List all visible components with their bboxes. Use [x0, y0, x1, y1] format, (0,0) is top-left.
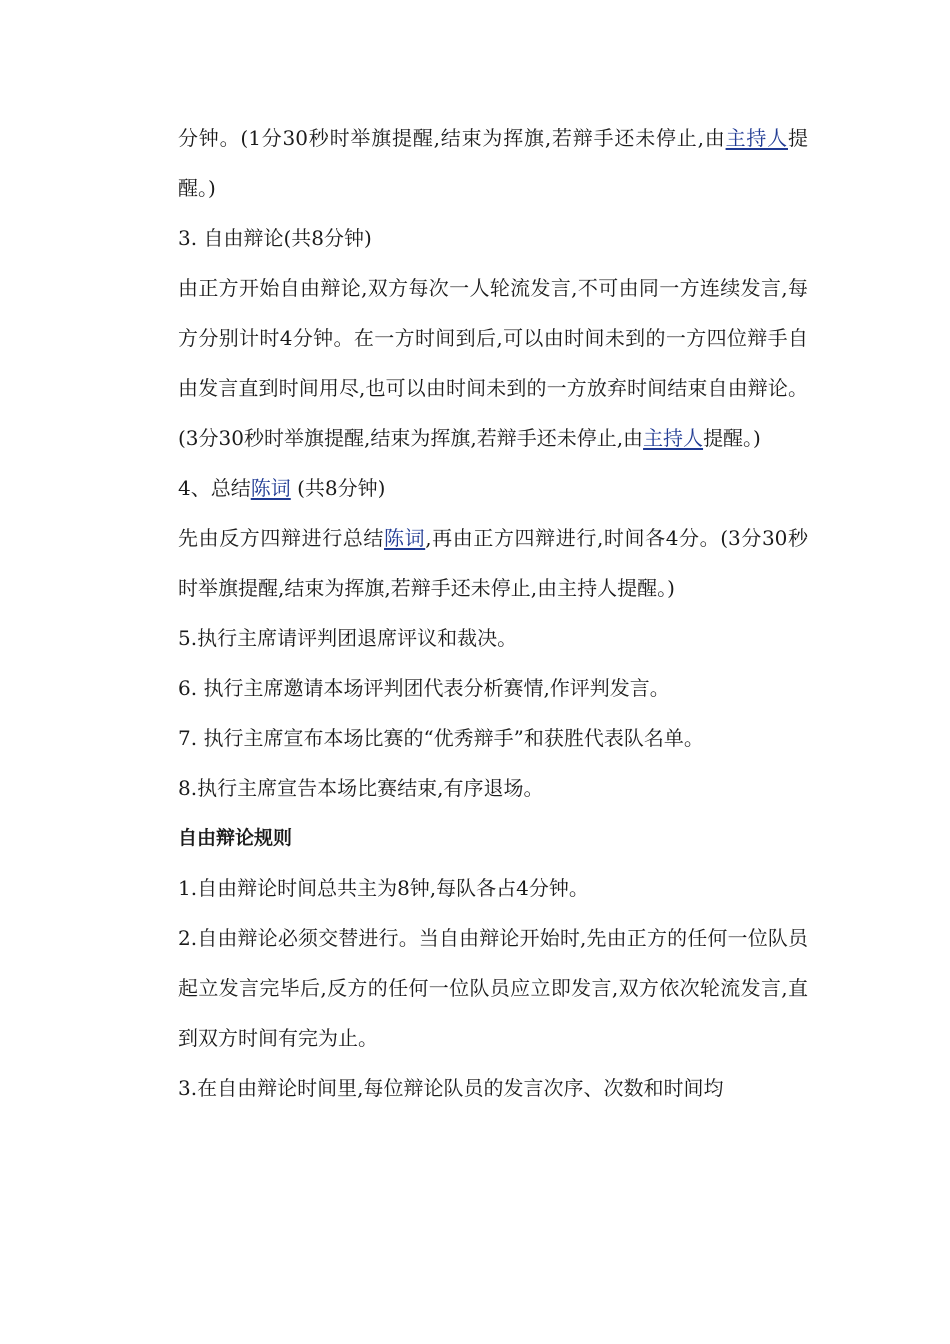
- text-segment: 3. 自由辩论(共8分钟): [178, 226, 372, 250]
- text-segment: ,再由正方四辩进行,时间各4分。(3分30秒时举旗提醒,结束为挥旗,若辩手还未停止,由主持人提醒。): [178, 526, 809, 600]
- inline-link[interactable]: 主持人: [725, 126, 788, 150]
- inline-link[interactable]: 主持人: [643, 426, 704, 450]
- text-segment: 5.执行主席请评判团退席评议和裁决。: [178, 626, 518, 650]
- paragraph: [178, 513, 808, 613]
- text-segment: 提醒。): [178, 126, 808, 200]
- paragraph: [178, 263, 808, 463]
- paragraph: [178, 1063, 808, 1113]
- text-segment: (共8分钟): [290, 476, 386, 500]
- text-segment: 由正方开始自由辩论,双方每次一人轮流发言,不可由同一方连续发言,每方分别计时4分钟。在一方时间到后,可以由时间未到的一方四位辩手自由发言直到时间用尽,也可以由时间未到的一方放弃时间结束自由辩论。(3分30秒时举旗提醒,结束为挥旗,若辩手还未停止,由: [178, 276, 808, 450]
- text-segment: 先由反方四辩进行总结: [178, 526, 384, 550]
- paragraph: [178, 763, 808, 813]
- inline-link[interactable]: 陈词: [384, 526, 426, 550]
- paragraph: [178, 463, 808, 513]
- paragraph: [178, 863, 808, 913]
- paragraph: [178, 113, 808, 213]
- text-segment: 1.自由辩论时间总共主为8钟,每队各占4分钟。: [178, 876, 589, 900]
- text-segment: 提醒。): [703, 426, 761, 450]
- text-segment: 自由辩论规则: [178, 827, 293, 849]
- paragraph: [178, 913, 808, 1063]
- document-body: [178, 113, 808, 1113]
- inline-link[interactable]: 陈词: [250, 476, 291, 500]
- paragraph: [178, 613, 808, 663]
- text-segment: 3.在自由辩论时间里,每位辩论队员的发言次序、次数和时间均: [178, 1076, 724, 1100]
- paragraph: [178, 713, 808, 763]
- section-heading: [178, 813, 808, 863]
- paragraph: [178, 213, 808, 263]
- text-segment: 分钟。(1分30秒时举旗提醒,结束为挥旗,若辩手还未停止,由: [178, 126, 726, 150]
- text-segment: 4、总结: [178, 476, 251, 500]
- text-segment: 2.自由辩论必须交替进行。当自由辩论开始时,先由正方的任何一位队员起立发言完毕后,反方的任何一位队员应立即发言,双方依次轮流发言,直到双方时间有完为止。: [178, 926, 808, 1050]
- paragraph: [178, 663, 808, 713]
- text-segment: 6. 执行主席邀请本场评判团代表分析赛情,作评判发言。: [178, 676, 670, 700]
- text-segment: 7. 执行主席宣布本场比赛的“优秀辩手”和获胜代表队名单。: [178, 726, 704, 750]
- text-segment: 8.执行主席宣告本场比赛结束,有序退场。: [178, 776, 544, 800]
